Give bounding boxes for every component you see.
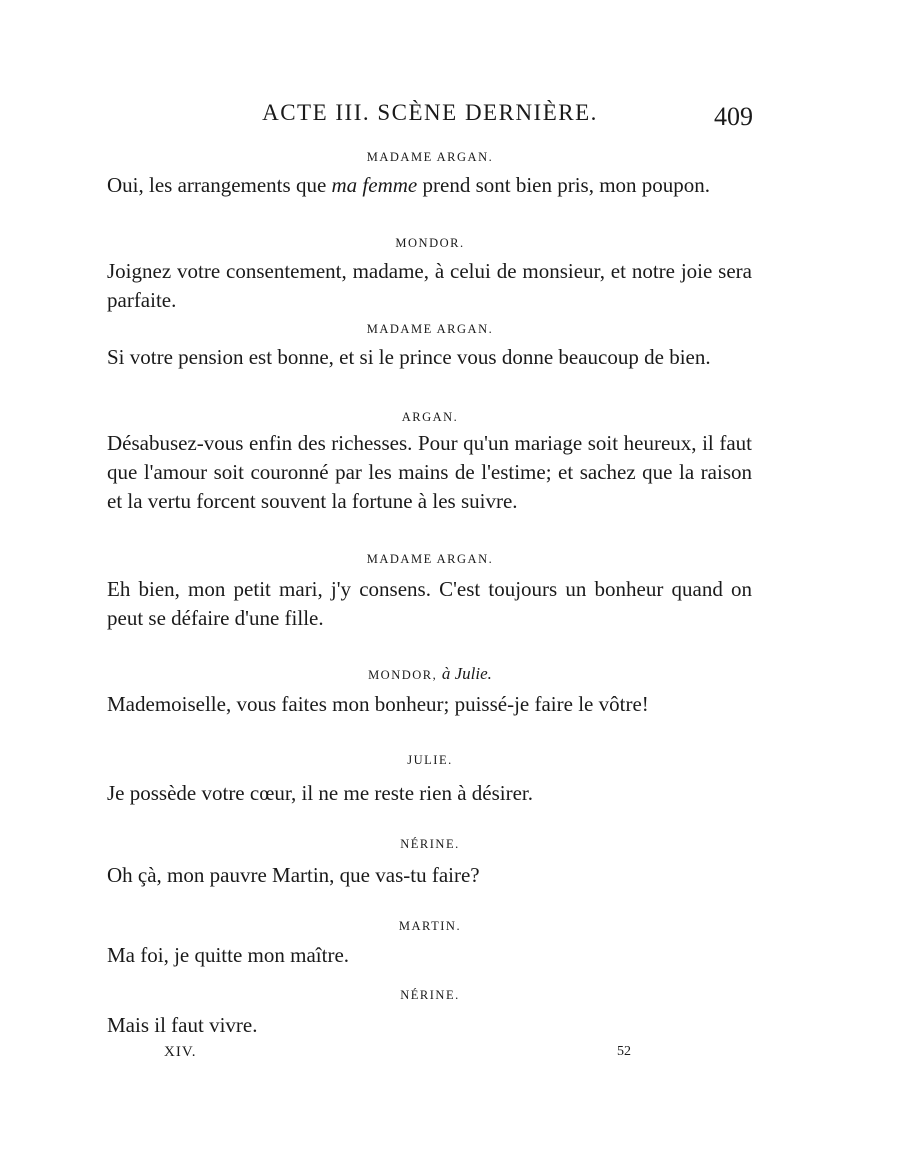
speaker-name: MARTIN. <box>398 919 462 933</box>
dialogue-line: Mais il faut vivre. <box>107 1013 258 1037</box>
signature-mark: 52 <box>617 1044 631 1059</box>
dialogue-line: Ma foi, je quitte mon maître. <box>107 943 350 967</box>
speaker-name: MADAME ARGAN. <box>366 322 494 336</box>
dialogue-line: Mademoiselle, vous faites mon bonheur; puissé-je faire le vôtre! <box>107 692 649 716</box>
page-number: 409 <box>714 102 753 131</box>
italic-phrase: ma femme <box>331 173 418 197</box>
dialogue-line: Oui, les arrangements que ma femme prend sont bien pris, mon poupon. <box>107 173 711 197</box>
running-head: ACTE III. SCÈNE DERNIÈRE. <box>262 100 598 125</box>
speaker-name: JULIE. <box>407 753 453 767</box>
dialogue-line: Si votre pension est bonne, et si le prince vous donne beaucoup de bien. <box>107 345 711 369</box>
speaker-name: MONDOR, à Julie. <box>368 664 492 683</box>
dialogue-line: Désabusez-vous enfin des richesses. Pour qu'un mariage soit heureux, il faut que l'amour soit couronné par les mains de l'estime; et sachez que la raison et la vertu forcent souvent la fortune à les suivre. <box>107 431 752 513</box>
dialogue-line: Joignez votre consentement, madame, à celui de monsieur, et notre joie sera parfaite. <box>107 259 752 312</box>
dialogue-line: Je possède votre cœur, il ne me reste rien à désirer. <box>107 781 533 805</box>
speaker-name: MONDOR. <box>395 236 465 250</box>
dialogue-line: Oh çà, mon pauvre Martin, que vas-tu faire? <box>107 863 480 887</box>
speaker-name: ARGAN. <box>401 410 459 424</box>
stage-direction: à Julie. <box>441 664 492 683</box>
speaker-name: NÉRINE. <box>400 837 460 851</box>
volume-number: XIV. <box>164 1044 197 1060</box>
speaker-name: NÉRINE. <box>400 988 460 1002</box>
speaker-name: MADAME ARGAN. <box>366 150 494 164</box>
speaker-name: MADAME ARGAN. <box>366 552 494 566</box>
dialogue-line: Eh bien, mon petit mari, j'y consens. C'est toujours un bonheur quand on peut se défaire d'une fille. <box>107 577 752 630</box>
